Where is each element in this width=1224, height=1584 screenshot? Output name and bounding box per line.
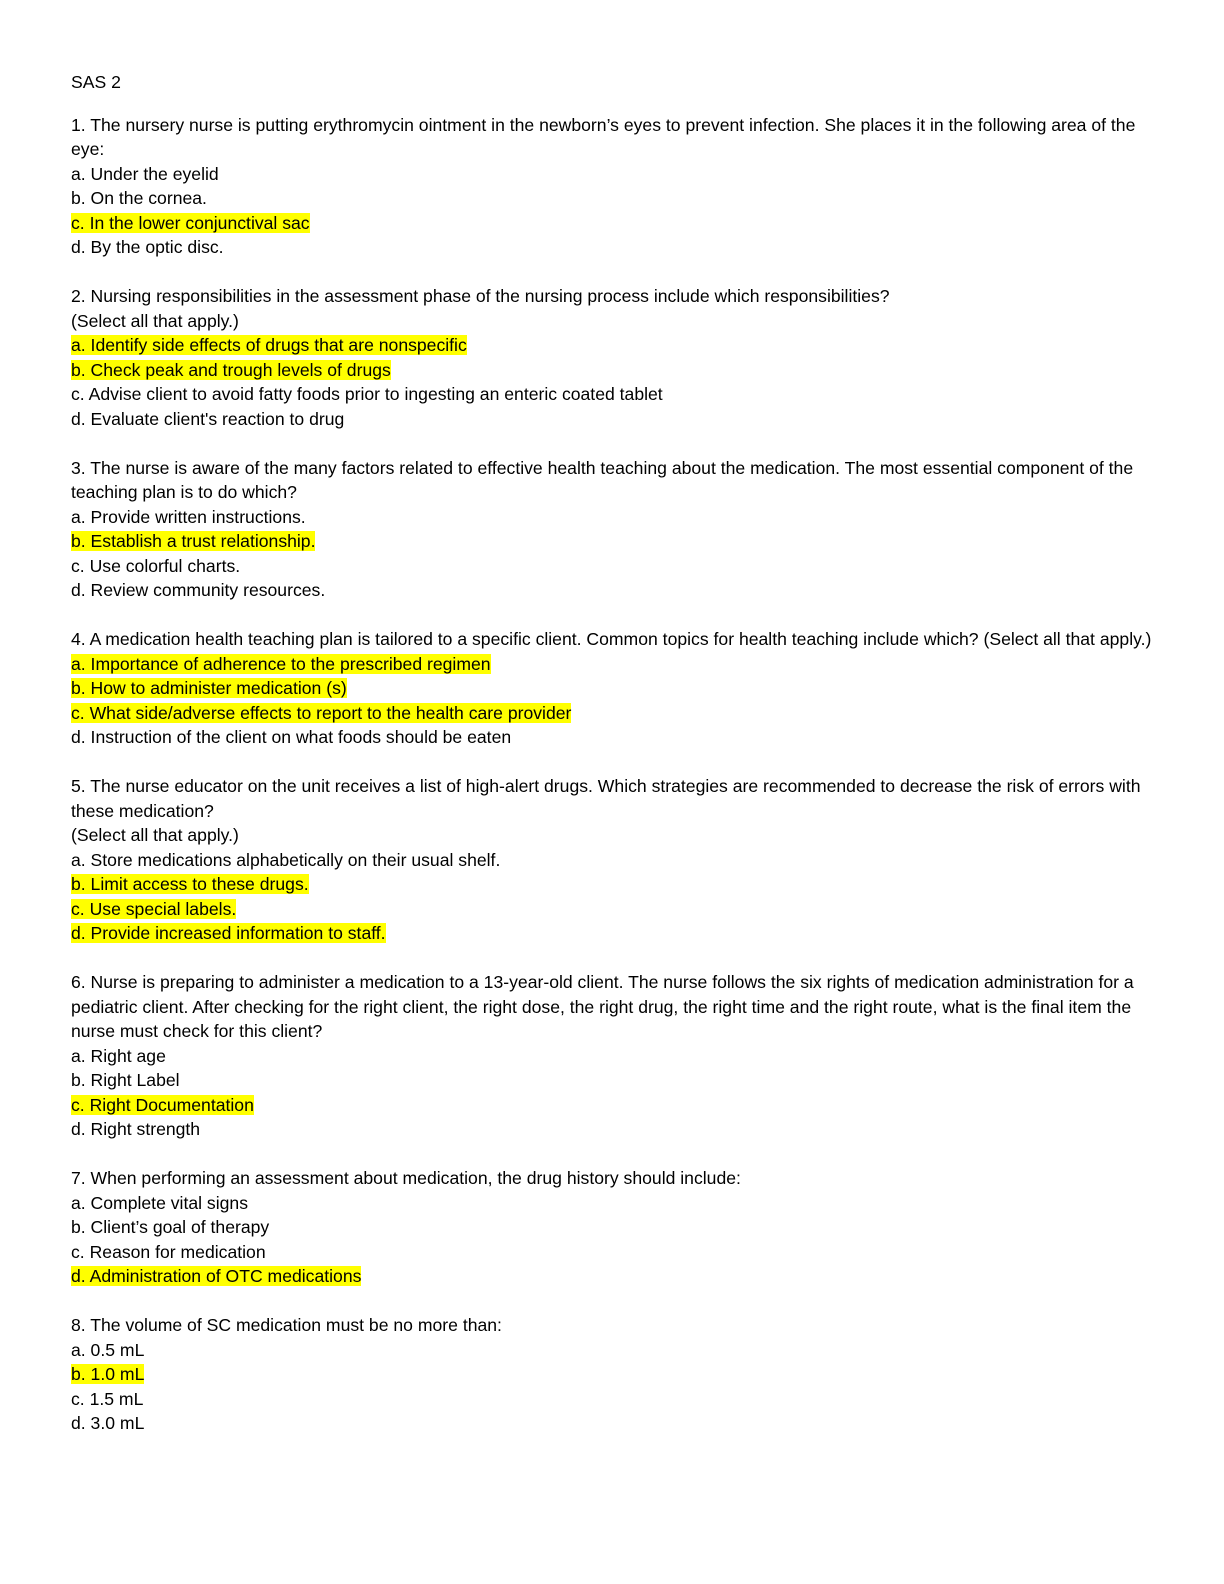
answer-option [71,1411,1161,1436]
answer-option [71,1191,1161,1216]
answer-option [71,211,1161,236]
question-stem: (Select all that apply.) [71,825,239,845]
answer-option [71,1264,1161,1289]
answer-text: a. Store medications alphabetically on their usual shelf. [71,849,501,870]
question-stem: 2. Nursing responsibilities in the assessment phase of the nursing process include which responsibilities? [71,286,890,306]
highlighted-answer-text: d. Provide increased information to staff. [71,923,386,943]
answer-text: a. Under the eyelid [71,163,219,184]
answer-option [71,162,1161,187]
answer-option [71,1387,1161,1412]
answer-option [71,1240,1161,1265]
highlighted-answer-text: b. Limit access to these drugs. [71,874,309,894]
question-7 [71,1166,1161,1289]
question-stem: 8. The volume of SC medication must be no more than: [71,1315,502,1335]
question-5 [71,774,1161,946]
answer-text: d. By the optic disc. [71,237,224,257]
answer-text: d. 3.0 mL [71,1413,145,1433]
answer-option [71,701,1161,726]
answer-option [71,333,1161,358]
answer-option [71,1362,1161,1387]
highlighted-answer-text: b. 1.0 mL [71,1364,145,1384]
answer-option [71,382,1161,407]
answer-option [71,652,1161,677]
answer-option [71,1044,1161,1069]
answer-text: c. Advise client to avoid fatty foods prior to ingesting an enteric coated tablet [71,384,663,404]
answer-option [71,676,1161,701]
answer-option [71,554,1161,579]
answer-option [71,1093,1161,1118]
highlighted-answer-text: c. Right Documentation [71,1094,254,1115]
answer-text: c. 1.5 mL [71,1388,144,1409]
answer-text: a. Complete vital signs [71,1192,248,1213]
highlighted-answer-text: b. Establish a trust relationship. [71,531,316,551]
highlighted-answer-text: b. Check peak and trough levels of drugs [71,359,391,380]
answer-option [71,358,1161,383]
answer-option [71,235,1161,260]
highlighted-answer-text: a. Identify side effects of drugs that are nonspecific [71,335,467,355]
answer-option [71,897,1161,922]
question-stem: 3. The nurse is aware of the many factors related to effective health teaching about the medication. The most essential component of the teaching plan is to do which? [71,457,1134,502]
answer-option [71,505,1161,530]
question-8 [71,1313,1161,1436]
answer-option [71,1338,1161,1363]
answer-option [71,529,1161,554]
answer-option [71,725,1161,750]
document-title: SAS 2 [71,72,121,92]
answer-text: b. Client’s goal of therapy [71,1217,270,1237]
question-stem: (Select all that apply.) [71,310,239,331]
question-stem: 5. The nurse educator on the unit receives a list of high-alert drugs. Which strategies are recommended to decrease the risk of errors with these medication? [71,776,1141,821]
highlighted-answer-text: c. What side/adverse effects to report to the health care provider [71,702,572,723]
answer-option [71,578,1161,603]
answer-option [71,848,1161,873]
question-stem: 6. Nurse is preparing to administer a medication to a 13-year-old client. The nurse follows the six rights of medication administration for a pediatric client. After checking for the right client, the right dose, the right drug, the right time and the right route, what is the final item the nurse must check for this client? [71,972,1134,1041]
answer-text: a. 0.5 mL [71,1339,145,1360]
answer-text: a. Provide written instructions. [71,506,306,527]
document-page [71,70,1161,1460]
question-4 [71,627,1161,750]
answer-option [71,407,1161,432]
answer-option [71,1068,1161,1093]
question-stem: 7. When performing an assessment about medication, the drug history should include: [71,1168,741,1188]
highlighted-answer-text: d. Administration of OTC medications [71,1266,362,1286]
question-6 [71,970,1161,1142]
highlighted-answer-text: c. Use special labels. [71,898,237,919]
answer-option [71,921,1161,946]
question-stem: 4. A medication health teaching plan is tailored to a specific client. Common topics for health teaching include which? (Select all that apply.) [71,629,1152,649]
question-3 [71,456,1161,603]
question-1 [71,113,1161,260]
answer-text: b. Right Label [71,1070,180,1090]
question-stem: 1. The nursery nurse is putting erythromycin ointment in the newborn’s eyes to prevent infection. She places it in the following area of the eye: [71,114,1136,159]
answer-text: a. Right age [71,1045,166,1066]
answer-text: d. Instruction of the client on what foods should be eaten [71,727,512,747]
highlighted-answer-text: c. In the lower conjunctival sac [71,212,310,233]
answer-option [71,186,1161,211]
answer-option [71,1215,1161,1240]
answer-text: d. Evaluate client's reaction to drug [71,408,345,429]
answer-text: d. Right strength [71,1119,201,1139]
answer-text: c. Use colorful charts. [71,555,241,576]
highlighted-answer-text: b. How to administer medication (s) [71,678,347,698]
question-2 [71,284,1161,431]
answer-option [71,872,1161,897]
question-list [71,113,1161,1436]
answer-option [71,1117,1161,1142]
answer-text: b. On the cornea. [71,188,207,208]
answer-text: d. Review community resources. [71,580,326,600]
highlighted-answer-text: a. Importance of adherence to the prescribed regimen [71,653,491,674]
answer-text: c. Reason for medication [71,1241,266,1262]
